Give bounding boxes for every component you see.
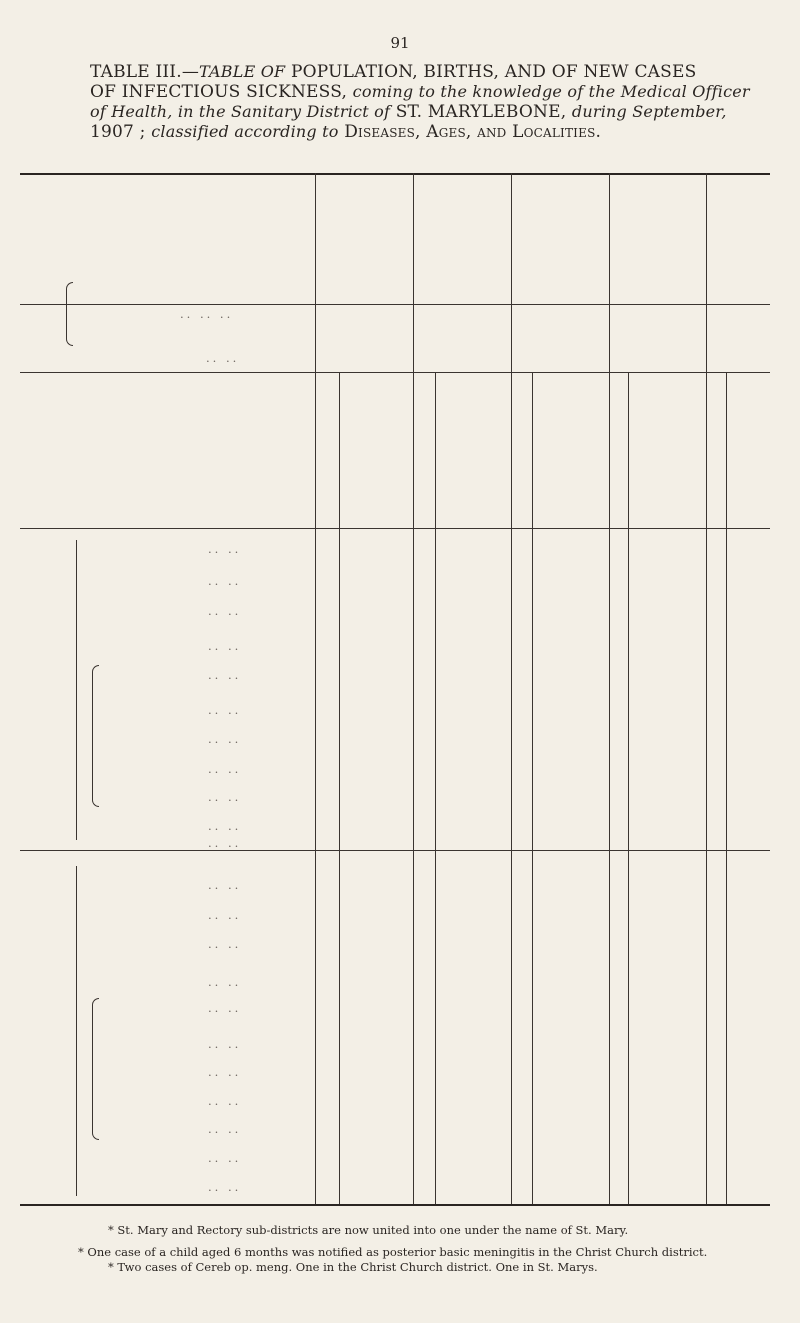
page-number: 91 [390, 34, 410, 52]
section1-row-dots-2: .. .. [208, 604, 242, 618]
subcolumn-rule-1 [435, 372, 436, 1204]
column-rule-3 [609, 173, 610, 1204]
section1-fevers-brace [92, 665, 99, 807]
section1-row-dots-9: .. .. [208, 819, 242, 833]
title-line2-italic: coming to the knowledge of the Medical Officer [352, 82, 750, 101]
subcolumn-rule-4 [726, 372, 727, 1204]
section1-row-dots-4: .. .. [208, 668, 242, 682]
column-rule-4 [706, 173, 707, 1204]
footnote-3: * Two cases of Cereb op. meng. One in the Christ Church district. One in St. Marys. [108, 1260, 598, 1274]
section1-row-dots-8: .. .. [208, 790, 242, 804]
population-brace [66, 282, 73, 346]
section2-row-dots-6: .. .. [208, 1065, 242, 1079]
footnote-2: * One case of a child aged 6 months was notified as posterior basic meningitis in the Christ Church district. [78, 1245, 708, 1259]
section1-row-dots-6: .. .. [208, 732, 242, 746]
section2-fevers-brace [92, 998, 99, 1140]
subcolumn-rule-2 [532, 372, 533, 1204]
header-rule [20, 304, 770, 305]
title-line2: OF INFECTIOUS SICKNESS, [90, 82, 348, 102]
title-classification: Diseases, Ages, and Localities. [344, 122, 602, 142]
section2-row-dots-2: .. .. [208, 937, 242, 951]
section2-row-dots-0: .. .. [208, 878, 242, 892]
age-header-rule [20, 528, 770, 529]
title-month: during September, [571, 102, 727, 121]
population-rule [20, 372, 770, 373]
table-top-rule [20, 173, 770, 175]
footnote-1: * St. Mary and Rectory sub-districts are now united into one under the name of St. Mary. [108, 1223, 629, 1237]
section1-group-rule [76, 540, 77, 840]
section2-row-dots-5: .. .. [208, 1037, 242, 1051]
subcolumn-rule-3 [628, 372, 629, 1204]
section1-row-dots-10: .. .. [208, 836, 242, 850]
section1-row-dots-5: .. .. [208, 703, 242, 717]
section1-row-dots-0: .. .. [208, 542, 242, 556]
title-line4-italic: classified according to [151, 122, 339, 141]
section2-group-rule [76, 866, 77, 1196]
section2-row-dots-3: .. .. [208, 975, 242, 989]
column-rule-2 [511, 173, 512, 1204]
title-lead-italic: TABLE OF [199, 62, 286, 81]
section2-row-dots-9: .. .. [208, 1151, 242, 1165]
column-rule-1 [413, 173, 414, 1204]
section2-row-dots-4: .. .. [208, 1001, 242, 1015]
title-line3-italic: of Health, in the Sanitary District of [90, 102, 391, 121]
section2-row-dots-1: .. .. [208, 908, 242, 922]
subcolumn-rule-0 [339, 372, 340, 1204]
title-lead: TABLE III.— [90, 62, 200, 82]
section2-row-dots-7: .. .. [208, 1094, 242, 1108]
section2-row-dots-8: .. .. [208, 1122, 242, 1136]
births-dots: .. .. [206, 351, 240, 365]
title-year: 1907 ; [90, 122, 146, 142]
table-bottom-rule [20, 1204, 770, 1206]
title-line1: POPULATION, BIRTHS, AND OF NEW CASES [290, 62, 697, 82]
column-rule-0 [315, 173, 316, 1204]
section-rule [20, 850, 770, 851]
table-title [90, 62, 770, 142]
section2-row-dots-10: .. .. [208, 1180, 242, 1194]
census-dots: .. .. .. [180, 307, 234, 321]
section1-row-dots-1: .. .. [208, 574, 242, 588]
title-district: ST. MARYLEBONE, [395, 102, 567, 122]
section1-row-dots-3: .. .. [208, 639, 242, 653]
section1-row-dots-7: .. .. [208, 762, 242, 776]
